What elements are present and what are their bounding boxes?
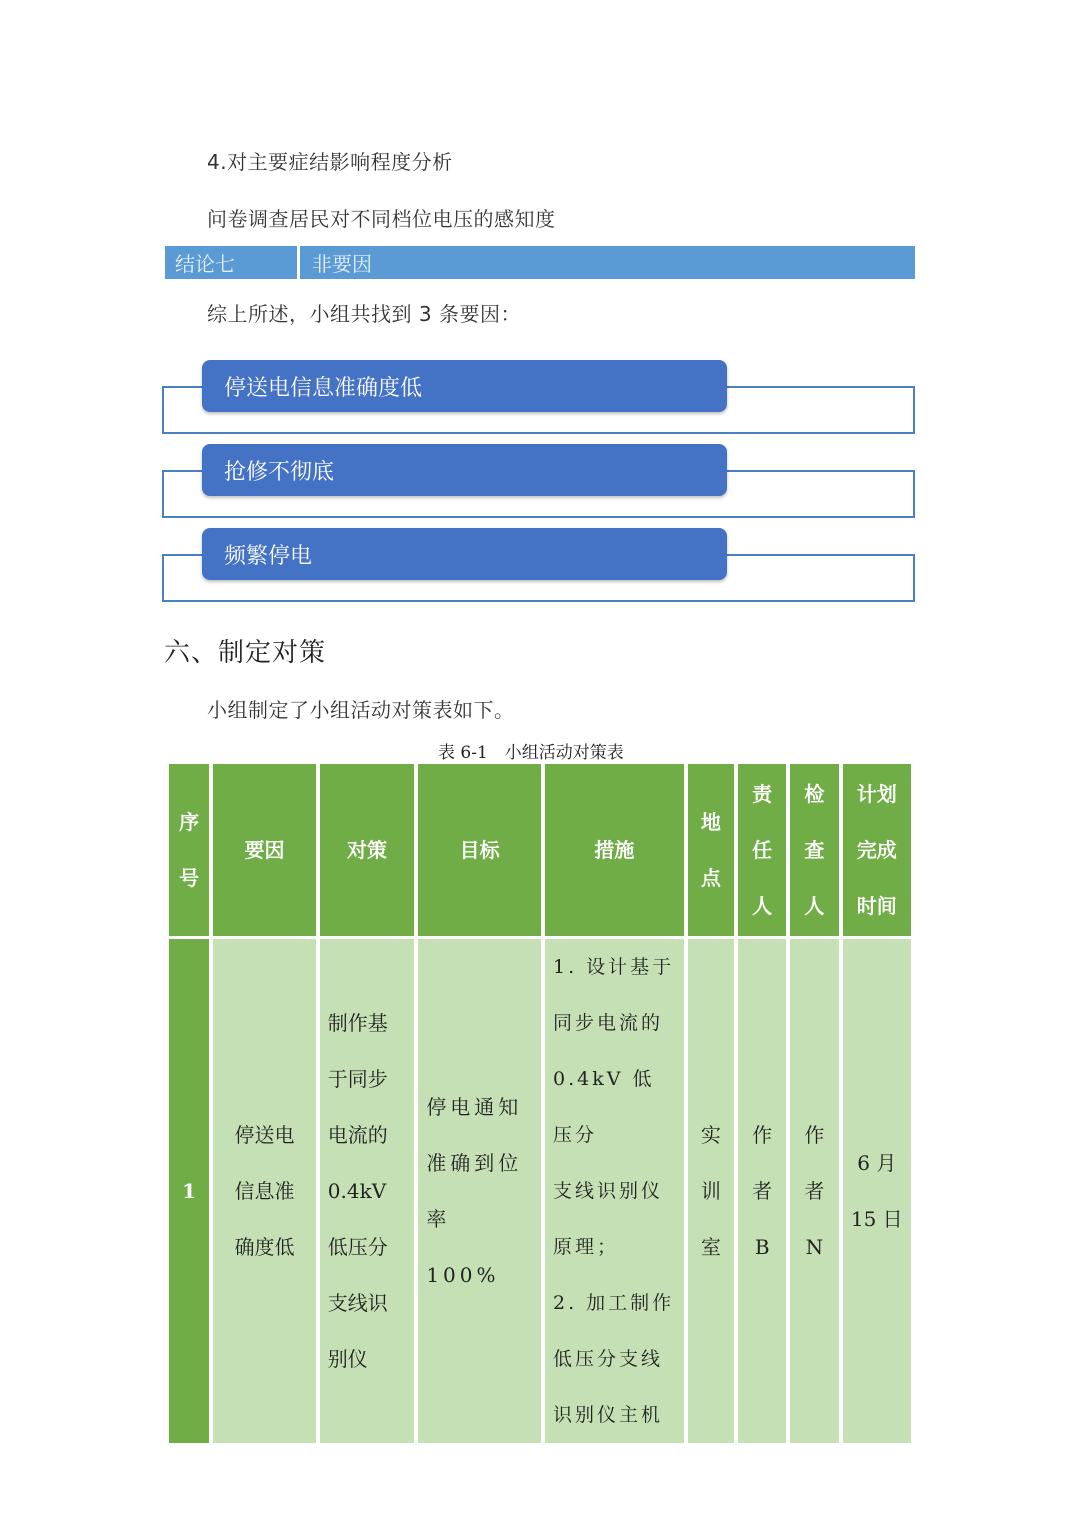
cause-item-1: 停送电信息准确度低 [202, 360, 727, 412]
cell-responsible: 作 者 B [738, 939, 786, 1443]
table-header-row [169, 764, 911, 939]
cell-no: 1 [169, 939, 209, 1443]
header-location: 地 点 [688, 764, 734, 939]
cell-cause: 停送电 信息准 确度低 [213, 939, 316, 1443]
cell-location: 实 训 室 [688, 939, 734, 1443]
cause-item-3: 频繁停电 [202, 528, 727, 580]
conclusion-value: 非要因 [312, 252, 372, 276]
cause-item-2: 抢修不彻底 [202, 444, 727, 496]
cell-measures: 1. 设计基于 同步电流的 0.4kV 低压分 支线识别仪 原理； 2. 加工制作 低压分支线 识别仪主机 [545, 939, 684, 1443]
survey-line: 问卷调查居民对不同档位电压的感知度 [207, 207, 556, 231]
header-responsible: 责 任 人 [738, 764, 786, 939]
header-cause: 要因 [213, 764, 316, 939]
section-4-title: 4.对主要症结影响程度分析 [207, 150, 453, 174]
conclusion-label: 结论七 [165, 246, 300, 279]
header-no: 序 号 [169, 764, 209, 939]
header-target: 目标 [418, 764, 541, 939]
section-6-heading: 六、制定对策 [164, 638, 327, 668]
table-caption: 表 6-1 小组活动对策表 [438, 743, 624, 763]
table-row [169, 939, 911, 1443]
conclusion-banner [165, 246, 915, 279]
summary-line: 综上所述，小组共找到 3 条要因： [207, 302, 521, 326]
header-deadline: 计划 完成 时间 [843, 764, 911, 939]
header-checker: 检 查 人 [790, 764, 838, 939]
cell-checker: 作 者 N [790, 939, 838, 1443]
intro-line: 小组制定了小组活动对策表如下。 [207, 698, 515, 722]
cell-countermeasure: 制作基 于同步 电流的 0.4kV 低压分 支线识 别仪 [320, 939, 415, 1443]
header-measures: 措施 [545, 764, 684, 939]
countermeasure-table [165, 764, 915, 1443]
header-countermeasure: 对策 [320, 764, 415, 939]
cell-target: 停电通知 准确到位 率 100% [418, 939, 541, 1443]
cell-deadline: 6 月 15 日 [843, 939, 911, 1443]
